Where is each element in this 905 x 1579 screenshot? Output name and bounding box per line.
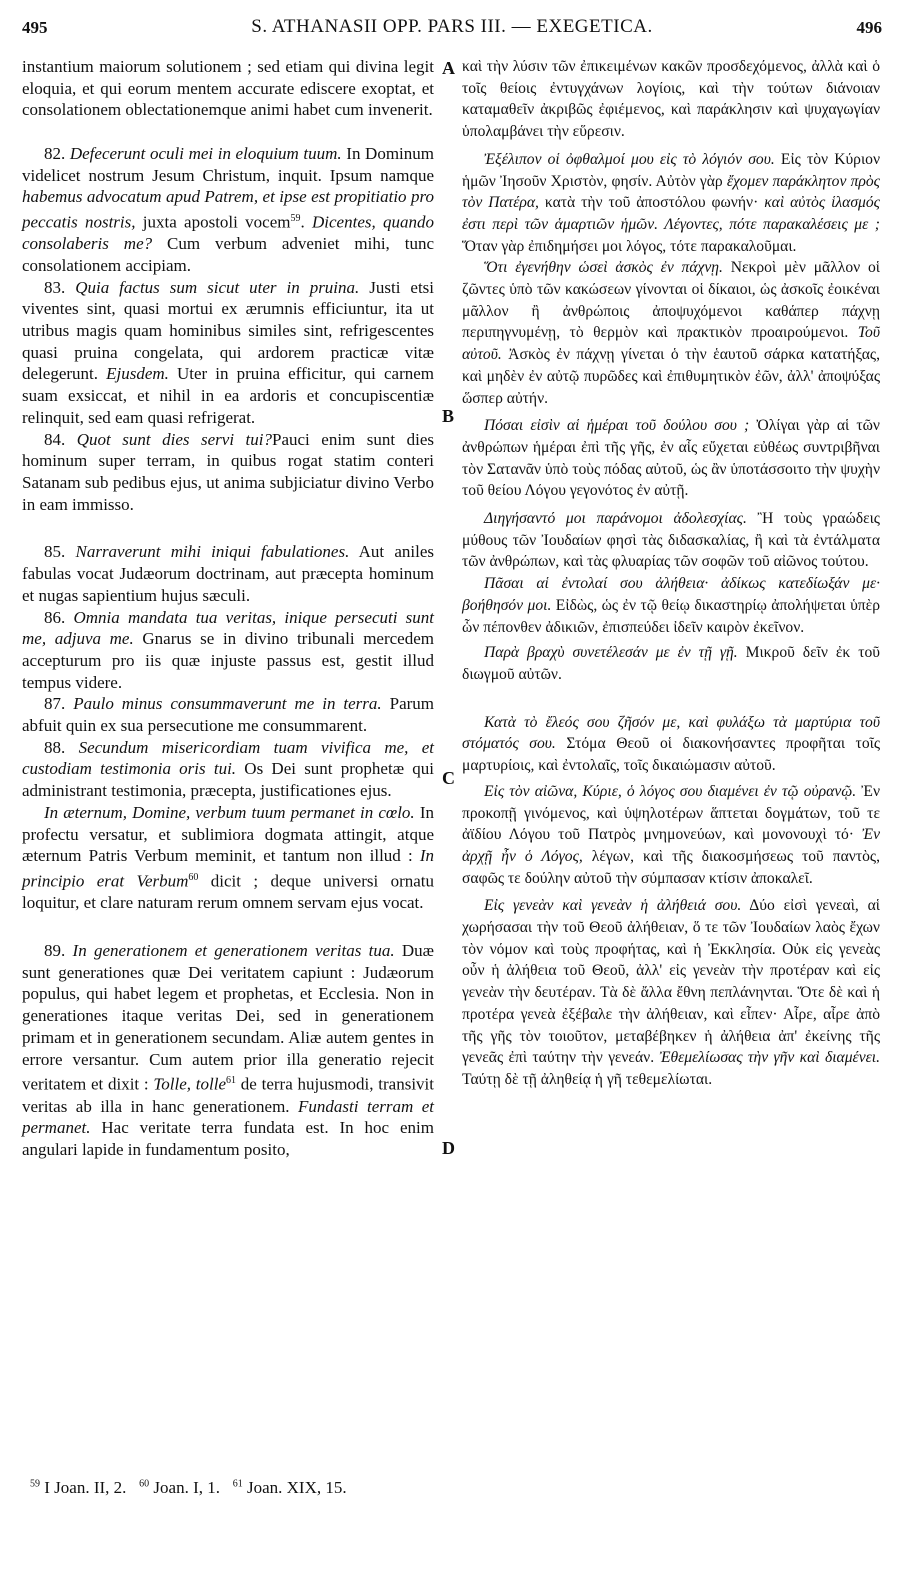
commentary-text: λέγων, καὶ τῆς διακοσμήσεως τοῦ παντὸς, σαφῶς τε δούλην αὐτοῦ τὴν σύμπασαν κτίσιν ἀποκαλεῖ. <box>462 847 880 887</box>
commentary-text: Ἀσκὸς ἐν πάχνῃ γίνεται ὁ τὴν ἑαυτοῦ σάρκα κατατήξας, καὶ μηδὲν ἐν αὐτῷ πυρῶδες καὶ ἐπιθυμητικὸν ἐῶν, ἀλλ' ἀποψύξας ὥσπερ αὐτήν. <box>462 346 880 407</box>
margin-letter-d: D <box>442 1138 455 1158</box>
quotation: Ἐθεμελίωσας τὴν γῆν καὶ διαμένει. <box>659 1049 881 1067</box>
verse-number: 83. <box>44 277 66 297</box>
quotation: καὶ αὐτὸς ἱλασμός ἐστι περὶ τῶν ἁμαρτιῶν ἡμῶν. Λέγοντες, πότε παρακαλέσεις με ; <box>462 194 880 233</box>
verse-lemma: Διηγήσαντό μοι παράνομοι ἀδολεσχίας. <box>484 510 747 528</box>
latin-paragraph-82 <box>22 143 434 277</box>
page-header <box>22 14 882 44</box>
latin-paragraph-86 <box>22 607 434 694</box>
commentary-text: dicit ; deque universi ornatu loquitur, et clare naturam rerum omnem servam ejus vocat. <box>22 871 434 913</box>
commentary-text: Duæ sunt generationes quæ Dei veritatem capiunt : Judæorum populus, qui habet legem et prophetas, et Ecclesia. Non in generationes itaque veritas Dei, sed in generationem primam et in generationem secundam. Aliæ autem gentes in errore versantur. Cum autem prior illa generatio rejecit veritatem et dixit : <box>22 941 435 1094</box>
footnote-number: 61 <box>232 1478 243 1490</box>
page-number-left: 495 <box>22 18 48 37</box>
commentary-text: In Dominum videlicet nostrum Jesum Christum, inquit. Ipsum namque <box>22 143 435 185</box>
commentary-text: Ὀλίγαι γὰρ αἱ τῶν ἀνθρώπων ἡμέραι ἐπὶ τῆς γῆς, ἐν αἷς εὔχεται εὐθέως συντριβῆναι τὸν Σατανᾶν ὑπὸ τοὺς πόδας αὐτοῦ, ὡς ἂν ὑποτάσσοιτο τὴν ψυχὴν τοῦ θείου Λόγου γεγονότος ἐν αὐτῇ. <box>462 417 880 500</box>
footnote-text: I Joan. II, 2. <box>40 1478 127 1497</box>
commentary-text: Δύο εἰσὶ γενεαὶ, αἱ χωρήσασαι τὴν τοῦ Θεοῦ ἀλήθειαν, ὅ τε τῶν Ἰουδαίων λαὸς ἔχων τὸν νόμον καὶ τοὺς προφήτας, καὶ ἡ Ἐκκλησία. Οὐκ εἰς γενεὰς οὖν ἡ ἀλήθεια τοῦ Θεοῦ, ἀλλ' εἰς γενεὰν τὴν προτέραν καὶ εἰς γενεὰν τὴν δευτέραν. Τὰ δὲ ἄλλα ἔθνη πεπλάνηνται. Ὅτε δὲ καὶ ἡ προτέρα γενεὰ ἐξέβαλε τὴν ἀλήθειαν, καὶ εἶπεν· Αἶρε, αἶρε ἀπὸ τῆς γῆς τὸν τοιοῦτον, μεταβέβηκεν ἡ ἀλήθεια ἀπ' ἐκείνης τῆς γενεᾶς ἐπὶ ταύτην τὴν γενεάν. <box>462 897 880 1067</box>
commentary-text: Justi etsi viventes sint, quasi mortui ex ærumnis efficiuntur, ita ut utribus magis quam hominibus similes sint, refrigescentes quasi pruina congelata, qui ardorem practicæ vitæ delegerunt. <box>22 277 435 384</box>
greek-paragraph-85 <box>462 508 880 573</box>
quotation: Tolle, tolle <box>153 1074 227 1094</box>
latin-paragraph-83 <box>22 277 434 429</box>
commentary-text: juxta apostoli vocem <box>135 212 291 232</box>
commentary-text: Ταύτῃ δὲ τῇ ἀληθείᾳ ἡ γῆ τεθεμελίωται. <box>462 1070 713 1088</box>
commentary-text: Στόμα Θεοῦ οἱ διακονήσαντες προφῆται τοῖς μαρτυρίοις, καὶ ἐντολαῖς, τοῖς δικαιώμασιν αὐτοῦ. <box>462 735 880 775</box>
latin-paragraph-89 <box>22 940 434 1161</box>
commentary-text: Cum verbum adveniet mihi, tunc consolationem accipiam. <box>22 234 434 275</box>
verse-number: 87. <box>44 694 66 714</box>
verse-lemma: Πᾶσαι αἱ ἐντολαί σου ἀλήθεια· ἀδίκως κατεδίωξάν με· βοήθησόν μοι. <box>462 575 880 614</box>
latin-paragraph-87 <box>22 693 434 736</box>
attribution: Ejusdem. <box>106 364 169 384</box>
quotation: Dicentes, quando consolaberis me? <box>22 212 434 254</box>
commentary-text: de terra hujusmodi, transivit veritas ab illa in hanc generationem. <box>22 1074 435 1116</box>
verse-lemma: Secundum misericordiam tuam vivifica me, et custodiam testimonia oris tui. <box>22 737 434 779</box>
quotation: Ἐν ἀρχῇ ἦν ὁ Λόγος, <box>462 826 880 865</box>
footnote-text: Joan. I, 1. <box>149 1478 220 1497</box>
commentary-text: Μικροῦ δεῖν ἐκ τοῦ διωγμοῦ αὐτῶν. <box>462 644 880 683</box>
quotation: Fundasti terram et permanet. <box>22 1096 434 1138</box>
commentary-text: Εἰς τὸν Κύριον ἡμῶν Ἰησοῦν Χριστὸν, φησίν. Αὐτὸν γὰρ <box>462 150 880 190</box>
verse-lemma: Εἰς γενεὰν καὶ γενεὰν ἡ ἀλήθειά σου. <box>484 897 742 915</box>
commentary-text: Pauci enim sunt dies hominum super terram, in quibus rogat statim conteri Satanam sub pedibus ejus, ut anima subjiciatur divino Verbo in eam immisso. <box>22 429 435 514</box>
greek-paragraph-87 <box>462 642 880 685</box>
footnotes <box>30 1478 430 1498</box>
quotation: In principio erat Verbum <box>22 846 434 891</box>
commentary-text: Gnarus se in divino tribunali mercedem accepturum pro iis quæ injuste passus est, gestit illud tempus videre. <box>22 629 434 692</box>
verse-lemma: Defecerunt oculi mei in eloquium tuum. <box>69 143 342 163</box>
commentary-text: Os Dei sunt prophetæ qui administrant testimonia, præcepta, justificationes ejus. <box>22 759 434 801</box>
verse-number: 85. <box>44 542 66 562</box>
latin-paragraph-84 <box>22 429 434 516</box>
greek-paragraph-86 <box>462 573 880 638</box>
running-title: S. ATHANASII OPP. PARS III. — EXEGETICA. <box>251 16 653 37</box>
commentary-text: Aut aniles fabulas vocat Judæorum doctrinam, aut præcepta hominum et nugas sapientium hujus sæculi. <box>22 542 435 605</box>
greek-paragraph-89 <box>462 895 880 1090</box>
verse-lemma: Παρὰ βραχὺ συνετέλεσάν με ἐν τῇ γῇ. <box>484 644 738 662</box>
margin-letter-b: B <box>442 406 455 426</box>
footnote-ref: 60 <box>188 871 199 883</box>
page-number-right: 496 <box>856 18 882 37</box>
greek-paragraph-88 <box>462 712 880 777</box>
verse-number: 86. <box>44 607 66 627</box>
attribution: Τοῦ αὐτοῦ. <box>462 324 880 364</box>
margin-letter-c: C <box>442 768 455 788</box>
latin-paragraph-continuation: instantium maiorum solutionem ; sed etiam qui divina legit eloquia, et qui eorum mentem accurate ediscere exoptat, et consolationem oblectationemque animi habet cum invenerit. <box>22 57 434 120</box>
verse-lemma: Quia factus sum sicut uter in pruina. <box>75 277 360 297</box>
verse-lemma: Κατὰ τὸ ἔλεός σου ζῆσόν με, καὶ φυλάξω τὰ μαρτύρια τοῦ στόματός σου. <box>462 713 880 753</box>
greek-paragraph-88b <box>462 781 880 890</box>
quotation: ἔχομεν παράκλητον πρὸς τὸν Πατέρα, <box>462 172 881 212</box>
latin-paragraph-88 <box>22 737 434 802</box>
greek-paragraph-82 <box>462 149 880 258</box>
commentary-text: . <box>300 212 312 232</box>
verse-lemma: Ὅτι ἐγενήθην ὡσεὶ ἀσκὸς ἐν πάχνῃ. <box>484 259 723 277</box>
latin-column <box>22 56 434 1161</box>
greek-paragraph-83 <box>462 257 880 409</box>
footnote-text: Joan. XIX, 15. <box>242 1478 347 1497</box>
margin-letter-a: A <box>442 58 455 78</box>
latin-paragraph-85 <box>22 541 434 606</box>
verse-number: 84. <box>44 429 66 449</box>
verse-lemma: In æternum, Domine, verbum tuum permanet in cœlo. <box>44 802 415 822</box>
verse-lemma: Omnia mandata tua veritas, inique persecuti sunt me, adjuva me. <box>22 607 435 649</box>
quotation: habemus advocatum apud Patrem, et ipse est propitiatio pro peccatis nostris, <box>22 187 434 232</box>
footnote-number: 60 <box>139 1478 150 1490</box>
greek-paragraph-continuation: καὶ τὴν λύσιν τῶν ἐπικειμένων κακῶν προσδεχόμενος, ἀλλὰ καὶ ὁ τοῖς θείοις ἐντυγχάνων λογίοις, καὶ τὴν τούτων διάνοιαν καταμαθεῖν ἀκριβῶς ἐφιέμενος, καὶ παράκλησιν καὶ ψυχαγωγίαν ὑπολαμβάνει τὴν εὕρεσιν. <box>462 58 880 141</box>
verse-number: 88. <box>44 737 66 757</box>
commentary-text: Νεκροὶ μὲν μᾶλλον οἱ ζῶντες ὑπὸ τῶν κακώσεων γίνονται οἱ δίκαιοι, ὡς ἀσκοῖς ἐοικέναι μᾶλλον ἢ ἀνθρώποις ἀποψυχόμενοι καθάπερ πάχνῃ περιπηγνυμένῃ, τὸ θερμὸν καὶ πρακτικὸν προαιρούμενοι. <box>462 259 880 342</box>
greek-column <box>462 56 880 1091</box>
commentary-text: Ἢ τοὺς γραώδεις μύθους τῶν Ἰουδαίων φησὶ τὰς διδασκαλίας, ἢ καὶ τὰ ἐντάλματα τῶν ἀνθρώπων, καὶ τὰς φλυαρίας τῶν σοφῶν τοῦ αἰῶνος τούτου. <box>462 510 880 571</box>
commentary-text: Uter in pruina efficitur, qui carnem suam exsiccat, et nihil in ea ardoris et concupiscentiæ relinquit, sed eam quasi refrigerat. <box>22 364 435 427</box>
commentary-text: Parum abfuit quin ex sua persecutione me consummarent. <box>22 694 435 736</box>
commentary-text: Εἰδὼς, ὡς ἐν τῷ θείῳ δικαστηρίῳ ἀπολήψεται ὑπὲρ ὧν πέπονθεν ἀδικιῶν, ἐπισπεύδει ἰδεῖν καιρὸν ἐκεῖνον. <box>462 596 880 636</box>
commentary-text: In profectu versatur, et sublimiora dogmata attingit, atque æternum Patris Verbum meminit, et tantum non illud : <box>22 802 434 866</box>
commentary-text: Ὅταν γὰρ ἐπιδημήσει μοι λόγος, τότε παρακαλοῦμαι. <box>462 237 797 255</box>
footnote-number: 59 <box>30 1478 40 1490</box>
verse-lemma: Quot sunt dies servi tui? <box>76 429 273 449</box>
verse-lemma: Narraverunt mihi iniqui fabulationes. <box>75 542 350 562</box>
verse-lemma: In generationem et generationem veritas tua. <box>72 941 395 961</box>
commentary-text: Hac veritate terra fundata est. In hoc enim angulari lapide in fundamentum posito, <box>22 1118 434 1159</box>
latin-paragraph-88b <box>22 802 434 914</box>
verse-lemma: Πόσαι εἰσὶν αἱ ἡμέραι τοῦ δούλου σου ; <box>484 417 750 435</box>
commentary-text: κατὰ τὴν τοῦ ἀποστόλου φωνήν· <box>538 194 765 212</box>
commentary-text: Ἐν προκοπῇ γινόμενος, καὶ ὑψηλοτέρων ἅπτεται δογμάτων, τοῦ τε ἀϊδίου Λόγου τοῦ Πατρὸς μνημονεύων, καὶ μονονουχὶ τό· <box>462 782 880 844</box>
verse-number: 89. <box>44 941 66 961</box>
verse-lemma: Ἐξέλιπον οἱ ὀφθαλμοί μου εἰς τὸ λόγιόν σου. <box>484 150 775 168</box>
verse-number: 82. <box>44 143 66 163</box>
greek-paragraph-84 <box>462 415 880 502</box>
footnote-ref: 59 <box>290 212 301 224</box>
footnote-ref: 61 <box>226 1075 237 1087</box>
verse-lemma: Εἰς τὸν αἰῶνα, Κύριε, ὁ λόγος σου διαμένει ἐν τῷ οὐρανῷ. <box>484 782 857 800</box>
verse-lemma: Paulo minus consummaverunt me in terra. <box>73 694 382 714</box>
